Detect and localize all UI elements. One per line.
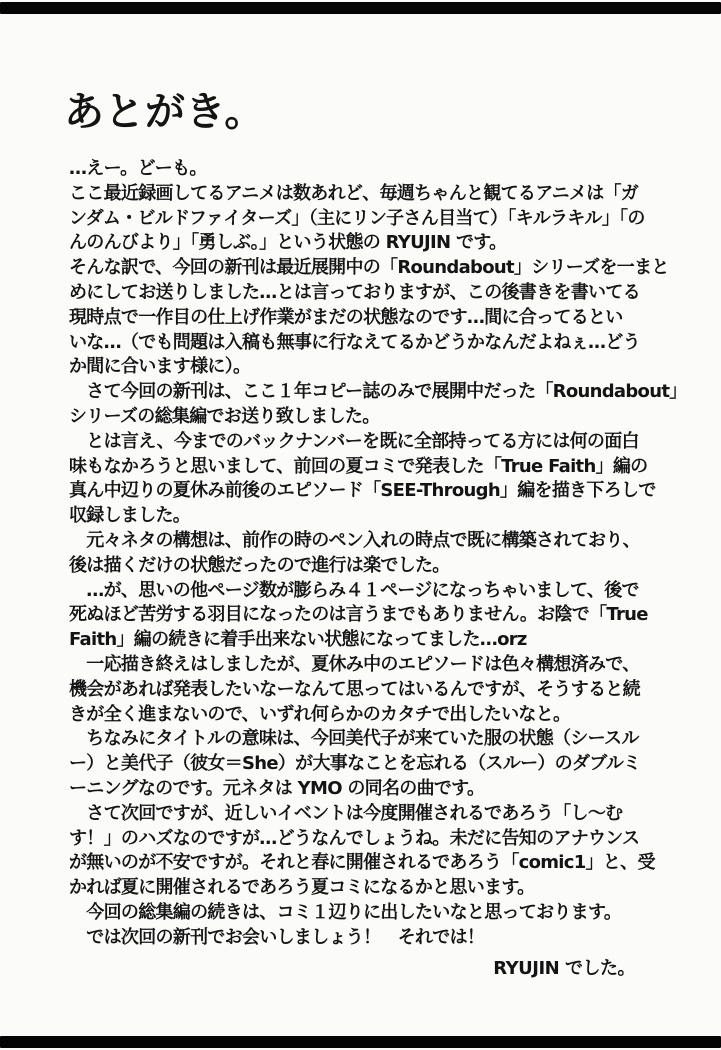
text-line: 真ん中辺りの夏休み前後のエピソード「SEE-Through」編を描き下ろしで — [69, 480, 656, 502]
text-line: ーニングなのです。元ネタは YMO の同名の曲です。 — [69, 777, 485, 799]
text-line: 死ぬほど苦労する羽目になったのは言うまでもありません。お陰で「True — [69, 604, 648, 626]
scan-edge-top — [0, 2, 721, 14]
text-line: …えー。どーも。 — [69, 158, 207, 179]
text-line: …が、思いの他ページ数が膨らみ４１ページになっちゃいまして、後で — [69, 579, 639, 601]
text-line: きが全く進まないので、いずれ何らかのカタチで出したいなと。 — [69, 703, 571, 725]
text-line: す！」のハズなのですが…どうなんでしょうね。未だに告知のアナウンス — [69, 827, 640, 849]
text-line: ンダム・ビルドファイターズ」（主にリン子さん目当て）「キルラキル」「の — [69, 207, 645, 229]
text-line: シリーズの総集編でお送り致しました。 — [69, 405, 380, 427]
text-line: 現時点で一作目の仕上げ作業がまだの状態なのです…間に合ってるとい — [69, 306, 623, 328]
text-line: 機会があれば発表したいなーなんて思ってはいるんですが、そうすると続 — [69, 678, 640, 700]
text-line: Faith」編の続きに着手出来ない状態になってました…orz — [69, 629, 527, 651]
text-line: 元々ネタの構想は、前作の時のペン入れの時点で既に構築されており、 — [69, 529, 640, 551]
text-line: 今回の総集編の続きは、コミ１辺りに出したいなと思っております。 — [69, 901, 622, 923]
text-line: 味もなかろうと思いまして、前回の夏コミで発表した「True Faith」編の — [69, 455, 648, 477]
text-line: かれば夏に開催されるであろう夏コミになるかと思います。 — [69, 877, 535, 899]
text-line: ちなみにタイトルの意味は、今回美代子が来ていた服の状態（シースル — [69, 728, 639, 750]
text-line: 後は描くだけの状態だったので進行は楽でした。 — [69, 554, 450, 576]
author-signature: RYUJIN でした。 — [493, 958, 635, 979]
text-line: さて次回ですが、近しいイベントは今度開催されるであろう「し～む — [69, 802, 623, 824]
text-line: 収録しました。 — [69, 505, 191, 527]
text-line: んのんびより」「勇しぶ。」という状態の RYUJIN です。 — [69, 232, 507, 254]
text-line: 一応描き終えはしましたが、夏休み中のエピソードは色々構想済みで、 — [69, 653, 640, 675]
text-line: では次回の新刊でお会いしましょう！ それでは！ — [69, 926, 485, 948]
text-line: ここ最近録画してるアニメは数あれど、毎週ちゃんと観てるアニメは「ガ — [69, 182, 639, 204]
text-line: か間に合います様に）。 — [69, 356, 251, 378]
page-title: あとがき。 — [64, 89, 265, 135]
text-line: めにしてお送りしました…とは言っておりますが、この後書きを書いてる — [69, 281, 640, 303]
afterword-text — [69, 157, 687, 951]
scan-edge-bottom — [0, 1036, 721, 1048]
text-line: とは言え、今までのバックナンバーを既に全部持ってる方には何の面白 — [69, 430, 639, 452]
text-line: いな…（でも問題は入稿も無事に行なえてるかどうかなんだよねぇ…どう — [69, 331, 640, 353]
text-line: そんな訳で、今回の新刊は最近展開中の「Roundabout」シリーズを一まと — [69, 257, 669, 279]
text-line: ー）と美代子（彼女＝She）が大事なことを忘れる（スルー）のダブルミ — [69, 753, 641, 775]
text-line: さて今回の新刊は、ここ１年コピー誌のみで展開中だった「Roundabout」 — [69, 381, 687, 403]
text-line: が無いのが不安ですが。それと春に開催されるであろう「comic1」と、受 — [69, 852, 655, 874]
